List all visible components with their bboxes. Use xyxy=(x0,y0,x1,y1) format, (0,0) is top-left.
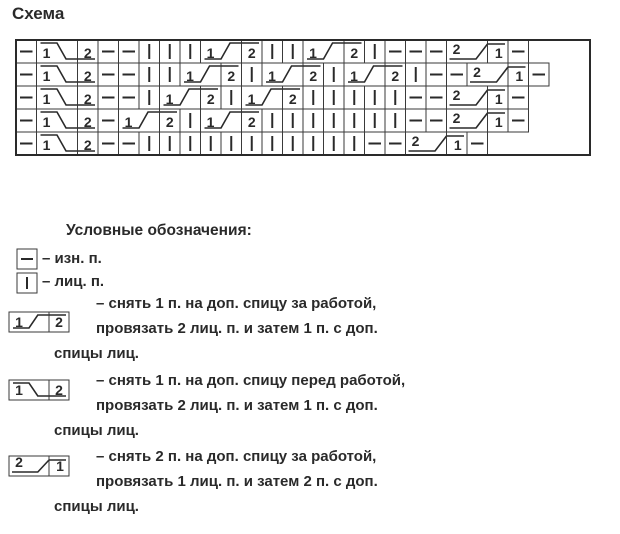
chart-cell-ct_left_2b_1 xyxy=(508,63,529,86)
chart-cell-knit xyxy=(324,132,345,155)
cell-digit: 1 xyxy=(494,91,503,107)
legend-symbol-ct_left_2b xyxy=(8,455,72,479)
chart-cell-ct_left_2 xyxy=(49,312,69,332)
legend-text: спицы лиц. xyxy=(54,422,139,439)
cell-digit: 1 xyxy=(494,45,503,61)
chart-cell-ct_left_2b xyxy=(9,455,49,476)
chart-cell-ct_right_2 xyxy=(78,40,99,63)
cell-digit: 2 xyxy=(15,455,23,470)
chart-cell-knit xyxy=(262,40,283,63)
cell-digit: 2 xyxy=(83,137,92,153)
chart-cell-purl xyxy=(119,132,140,155)
chart-cell-knit xyxy=(139,40,160,63)
legend-symbol-knit xyxy=(16,272,40,296)
chart-cell-knit xyxy=(139,132,160,155)
chart-cell-purl xyxy=(365,132,386,155)
chart-row xyxy=(16,109,529,132)
legend-text: – снять 2 п. на доп. спицу за работой, xyxy=(96,448,377,465)
chart-cell-ct_left xyxy=(119,109,160,132)
chart-cell-purl xyxy=(98,86,119,109)
cell-digit: 1 xyxy=(186,68,194,84)
chart-cell-purl xyxy=(16,40,37,63)
chart-cell-knit xyxy=(385,86,406,109)
chart-cell-purl xyxy=(426,63,447,86)
cell-digit: 1 xyxy=(268,68,276,84)
cell-digit: 1 xyxy=(206,114,215,130)
cell-digit: 2 xyxy=(247,45,256,61)
chart-cell-knit xyxy=(221,132,242,155)
chart-cell-knit xyxy=(324,63,345,86)
cell-digit: 1 xyxy=(206,45,215,61)
chart-cell-purl xyxy=(426,40,447,63)
chart-cell-ct_left_2 xyxy=(242,109,263,132)
chart-cell-knit xyxy=(242,63,263,86)
cell-digit: 2 xyxy=(83,114,92,130)
chart-cell-purl xyxy=(98,40,119,63)
chart-cell-purl xyxy=(119,63,140,86)
chart-cell-knit xyxy=(406,63,427,86)
cell-digit: 2 xyxy=(83,68,92,84)
chart-cell-purl xyxy=(119,86,140,109)
chart-cell-ct_left_2b_1 xyxy=(447,132,468,155)
cell-digit: 1 xyxy=(42,68,51,84)
chart-cell-ct_left xyxy=(344,63,385,86)
chart-cell-purl xyxy=(406,86,427,109)
chart-cell-purl xyxy=(467,132,488,155)
chart-cell-ct_left_2 xyxy=(283,86,304,109)
chart-cell-knit xyxy=(262,132,283,155)
chart-cell-knit xyxy=(201,132,222,155)
chart-cell-knit xyxy=(160,63,181,86)
chart-cell-knit xyxy=(303,86,324,109)
chart-cell-ct_left_2b_1 xyxy=(49,456,69,476)
cell-digit: 1 xyxy=(42,114,51,130)
cell-digit: 2 xyxy=(452,110,461,126)
chart-cell-knit xyxy=(180,132,201,155)
cell-digit: 2 xyxy=(55,314,63,330)
cell-digit: 2 xyxy=(165,114,174,130)
chart-cell-purl xyxy=(98,109,119,132)
chart-cell-ct_left_2 xyxy=(385,63,406,86)
chart-cell-ct_right xyxy=(37,132,78,155)
legend-text: провязать 2 лиц. п. и затем 1 п. с доп. xyxy=(96,320,378,337)
diagram-title: Схема xyxy=(12,4,65,23)
chart-cell-knit xyxy=(139,63,160,86)
chart-row xyxy=(16,86,529,109)
legend-text: провязать 2 лиц. п. и затем 1 п. с доп. xyxy=(96,397,378,414)
chart-cell-ct_left xyxy=(201,40,242,63)
chart-cell-knit xyxy=(180,109,201,132)
chart-cell-knit xyxy=(242,132,263,155)
cell-digit: 1 xyxy=(56,458,64,474)
chart-cell-knit xyxy=(324,86,345,109)
chart-cell-knit xyxy=(283,132,304,155)
chart-cell-purl xyxy=(508,40,529,63)
chart-cell-ct_left_2 xyxy=(160,109,181,132)
chart-cell-knit xyxy=(303,132,324,155)
chart-cell-knit xyxy=(180,40,201,63)
chart-cell-knit xyxy=(385,109,406,132)
cell-digit: 1 xyxy=(42,91,51,107)
chart-cell-knit xyxy=(365,40,386,63)
legend-symbol-purl xyxy=(16,248,40,272)
chart-cell-ct_right_2 xyxy=(49,380,69,400)
cell-digit: 2 xyxy=(206,91,215,107)
chart-cell-knit xyxy=(139,86,160,109)
chart-cell-ct_left_2 xyxy=(201,86,222,109)
legend-text: – снять 1 п. на доп. спицу за работой, xyxy=(96,295,377,312)
chart-cell-purl xyxy=(508,109,529,132)
cell-digit: 2 xyxy=(411,133,420,149)
chart-cell-purl xyxy=(16,86,37,109)
cell-digit: 2 xyxy=(350,45,359,61)
chart-cell-knit xyxy=(344,86,365,109)
cell-digit: 1 xyxy=(247,91,256,107)
chart-cell-knit xyxy=(17,273,37,293)
chart-cell-ct_left xyxy=(160,86,201,109)
legend-text: – изн. п. xyxy=(42,250,102,267)
chart-cell-purl xyxy=(385,40,406,63)
chart-cell-purl xyxy=(426,109,447,132)
chart-cell-ct_right_2 xyxy=(78,132,99,155)
chart-cell-ct_left_2b_1 xyxy=(488,109,509,132)
chart-cell-purl xyxy=(17,249,37,269)
chart-cell-knit xyxy=(262,109,283,132)
chart-cell-ct_left_2 xyxy=(242,40,263,63)
chart-cell-purl xyxy=(508,86,529,109)
legend-item-ct_left_2b xyxy=(0,0,620,1)
cell-digit: 1 xyxy=(494,114,503,130)
chart-cell-knit xyxy=(344,132,365,155)
chart-cell-ct_right xyxy=(37,109,78,132)
legend-text: провязать 1 лиц. п. и затем 2 п. с доп. xyxy=(96,473,378,490)
chart-cell-ct_right_2 xyxy=(78,63,99,86)
cell-digit: 1 xyxy=(42,45,51,61)
cell-digit: 2 xyxy=(83,45,92,61)
chart-cell-purl xyxy=(406,40,427,63)
chart-cell-ct_left_2b xyxy=(447,40,488,63)
chart-cell-ct_left_2 xyxy=(344,40,365,63)
chart-cell-ct_right xyxy=(37,40,78,63)
chart-cell-purl xyxy=(529,63,550,86)
chart-cell-knit xyxy=(160,132,181,155)
legend-text: спицы лиц. xyxy=(54,345,139,362)
legend-symbol-ct_right xyxy=(8,379,72,403)
chart-cell-ct_left xyxy=(262,63,303,86)
chart-cell-ct_left xyxy=(201,109,242,132)
chart-cell-purl xyxy=(385,132,406,155)
cell-digit: 1 xyxy=(165,91,174,107)
cell-digit: 2 xyxy=(473,64,481,80)
chart-cell-knit xyxy=(221,86,242,109)
chart-grid xyxy=(16,40,590,155)
cell-digit: 2 xyxy=(452,41,461,57)
chart-cell-ct_left xyxy=(180,63,221,86)
chart-cell-knit xyxy=(365,86,386,109)
chart-cell-knit xyxy=(283,40,304,63)
legend-text: спицы лиц. xyxy=(54,498,139,515)
chart-cell-purl xyxy=(16,63,37,86)
legend-text: – лиц. п. xyxy=(42,273,105,290)
cell-digit: 2 xyxy=(452,87,461,103)
chart-cell-ct_left_2b xyxy=(447,109,488,132)
cell-digit: 2 xyxy=(247,114,256,130)
legend-heading: Условные обозначения: xyxy=(66,222,252,239)
chart-cell-ct_left_2b xyxy=(406,132,447,155)
chart-cell-ct_right_2 xyxy=(78,109,99,132)
chart-cell-ct_right xyxy=(9,380,49,400)
chart-cell-ct_right xyxy=(37,63,78,86)
chart-cell-ct_left xyxy=(9,312,49,332)
chart-cell-knit xyxy=(324,109,345,132)
legend-text: – снять 1 п. на доп. спицу перед работой, xyxy=(96,372,406,389)
chart-cell-purl xyxy=(447,63,468,86)
chart-cell-knit xyxy=(303,109,324,132)
cell-digit: 1 xyxy=(309,45,317,61)
chart-cell-ct_left_2b xyxy=(467,63,508,86)
chart-cell-knit xyxy=(160,40,181,63)
cell-digit: 2 xyxy=(83,91,92,107)
chart-cell-purl xyxy=(426,86,447,109)
chart-cell-ct_right_2 xyxy=(78,86,99,109)
legend-symbol-ct_left xyxy=(8,311,72,335)
cell-digit: 2 xyxy=(227,68,236,84)
cell-digit: 2 xyxy=(288,91,297,107)
chart-cell-knit xyxy=(344,109,365,132)
cell-digit: 2 xyxy=(391,68,400,84)
cell-digit: 2 xyxy=(309,68,318,84)
cell-digit: 1 xyxy=(124,114,133,130)
chart-row xyxy=(16,63,549,86)
cell-digit: 1 xyxy=(515,68,524,84)
chart-cell-purl xyxy=(98,132,119,155)
cell-digit: 2 xyxy=(55,382,63,398)
cell-digit: 1 xyxy=(42,137,51,153)
chart-cell-ct_left_2b_1 xyxy=(488,86,509,109)
chart-cell-knit xyxy=(283,109,304,132)
chart-cell-ct_left_2 xyxy=(221,63,242,86)
cell-digit: 1 xyxy=(350,68,358,84)
chart-row xyxy=(16,40,529,63)
chart-cell-ct_left_2b_1 xyxy=(488,40,509,63)
chart-cell-ct_left_2b xyxy=(447,86,488,109)
chart-cell-purl xyxy=(119,40,140,63)
chart-cell-purl xyxy=(406,109,427,132)
chart-cell-purl xyxy=(16,132,37,155)
chart-cell-ct_left xyxy=(303,40,344,63)
cell-digit: 1 xyxy=(15,382,23,398)
chart-cell-ct_right xyxy=(37,86,78,109)
chart-row xyxy=(16,132,488,155)
cell-digit: 1 xyxy=(453,137,462,153)
chart-cell-purl xyxy=(16,109,37,132)
chart-cell-purl xyxy=(98,63,119,86)
chart-cell-ct_left xyxy=(242,86,283,109)
chart-cell-knit xyxy=(365,109,386,132)
chart-cell-ct_left_2 xyxy=(303,63,324,86)
cell-digit: 1 xyxy=(15,314,23,330)
